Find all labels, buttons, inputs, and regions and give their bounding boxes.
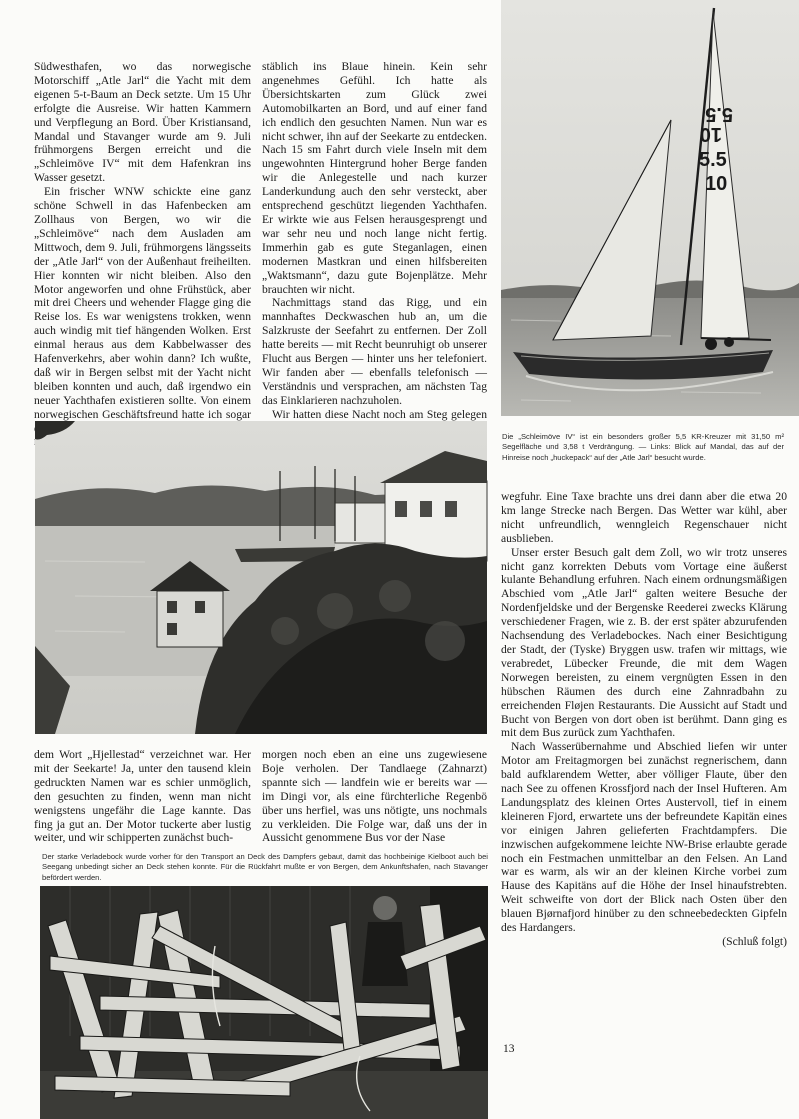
paragraph: Südwesthafen, wo das norwegische Motorschiff „Atle Jarl“ die Yacht mit dem eigenen 5-t-Baum an Deck setzte. Um 15 Uhr erfolgte die Ausreise. Wir hatten Kammern und Verpflegung an Bord. Über Kristiansand, Mandal und Stavanger wurde am 9. Juli frühmorgens Bergen erreicht und die „Schleimöve IV“ mit dem Hafenkran ins Wasser gesetzt. [34,60,251,185]
article-column-3 [501,490,787,1076]
mandal-harbour-photo-image [35,421,487,734]
loading-trestle-photo-image [40,886,488,1119]
caption-text: Die „Schleimöve IV“ ist ein besonders großer 5,5 KR-Kreuzer mit 31,50 m² Segelfläche und 3,58 t Verdrängung. — Links: Blick auf Mandal, das auf der Hinreise noch „huckepack“ auf der „Atle Jarl“ besucht wurde. [502,432,784,462]
sailboat-caption [502,432,784,474]
sail-number-mirrored: 5.5 [705,103,733,125]
loading-trestle-photo [40,886,488,1119]
article-column-1-top [34,60,251,421]
sail-number: 10 [705,173,728,195]
trestle-caption [42,852,488,882]
paragraph: dem Wort „Hjellestad“ verzeichnet war. Her mit der Seekarte! Ja, unter den tausend klein gedruckten Namen war es schier unmöglich, den gesuchten zu finden, wenn man nicht wenigstens ungefähr die Lage kannte. Das fing ja gut an. Der Motor tuckerte aber lustig weiter, und wir schipperten zunächst buch- [34,748,251,845]
paragraph: Unser erster Besuch galt dem Zoll, wo wir trotz unseres nicht ganz korrekten Debuts vom Vortage eine äußerst kulante Behandlung erfuhren. Nach einem ordnungsmäßigen Abschied vom „Atle Jarl“ galten weitere Besuche der Nordenfjeldske und der Bergenske Reederei zwecks Klärung verschiedener Fragen, wie z. B. der erst später abzurufenden Nachsendung des Verladebockes. Nach einer Besichtigung der Stadt, der (Tyske) Bryggen usw. trafen wir mittags, wie verabredet, Lübecker Freunde, die mit dem Wagen Norwegen bereisten, zu einem vergnügten Essen in den hübschen Räumen des durch eine Zahnradbahn zu erreichenden Fløjen Restaurants. Die Aussicht auf Stadt und Bucht von Bergen von dort oben ist berühmt. Dann ging es mit dem Bus zurück zum Yachthafen. [501,545,787,740]
paragraph: Nach Wasserübernahme und Abschied liefen wir unter Motor am Freitagmorgen bei zunächst regnerischem, dann bald aufklarendem Wetter, aber völliger Flaute, über den nach See zu offenen Krossfjord nach der Insel Hufteren. Am Landungsplatz des kleinen Ortes Austervoll, tief in einem kleineren Fjord, erwartete uns der befreundete Kapitän eines vor einigen Jahren gelieferten Frachtdampfers. Die inzwischen aufgekommene leichte NW-Brise erlaubte gerade noch ein Festmachen unmittelbar an den Felsen. An Land war es warm, als wir an der kleinen Kirche vorbei zum Hause des Kapitäns auf die Höhe der Insel hinaufstrebten. Weit schweifte von dort der Blick nach Osten über den blauen Bjørnafjord hinüber zu den schneebedeckten Gipfeln des Hardangers. [501,740,787,935]
sailboat-photo [501,0,799,416]
sail-number-mirrored: 10 [699,123,722,145]
sailboat-photo-image [501,0,799,416]
article-column-2-top [262,60,487,421]
mandal-harbour-photo [35,421,487,734]
continuation-note: (Schluß folgt) [722,935,787,948]
paragraph: Nachmittags stand das Rigg, und ein mannhaftes Deckwaschen hub an, um die Salzkruste der Seefahrt zu entfernen. Der Zoll hatte bereits — mit Recht beunruhigt ob unserer Flucht aus Bergen — hinter uns her telefoniert. Wir fanden aber — ebenfalls telefonisch — Verständnis und versprachen, am nächsten Tag das Einklarieren nachzuholen. [262,296,487,407]
page-number: 13 [503,1043,515,1055]
article-column-2-bottom [262,748,487,846]
paragraph: Wir hatten diese Nacht noch am Steg gelegen [272,407,487,421]
article-column-1-bottom [34,748,251,846]
paragraph: morgen noch eben an eine uns zugewiesene Boje verholen. Der Tandlaege (Zahnarzt) spannte sich — landfein wie er bereits war — im Dingi vor, als eine fürchterliche Regenbö über uns herfiel, was uns nötigte, uns nochmals zu verkleiden. Die Folge war, daß uns der in Aussicht genommene Bus vor der Nase [262,748,487,845]
caption-text: Der starke Verladebock wurde vorher für den Transport an Deck des Dampfers gebaut, damit das hochbeinige Kielboot auch bei Seegang unbedingt sicher an Deck stehen konnte. Für die Rückfahrt mußte er von Bergen, dem Ankunftshafen, nach Stavanger befördert werden. [42,852,488,882]
sail-number: 5.5 [699,149,727,171]
paragraph: Ein frischer WNW schickte eine ganz schöne Schwell in das Hafenbecken am Zollhaus von Bergen, wo wir die „Schleimöve“ nach dem Ausladen am Mittwoch, dem 9. Juli, frühmorgens längsseits der „Atle Jarl“ von der Außenhaut freiheilten. Hier konnten wir nicht bleiben. Also den Motor angeworfen und ohne Frühstück, aber mit drei Cheers und wehender Flagge ging die Reise los. Es war wenigstens trokken, wenn auch windig mit tief hängenden Wolken. Erst einmal heraus aus dem Kabbelwasser des Hafenverkehrs, aber wohin dann? Ich wußte, daß wir in Bergen selbst mit der Yacht nicht bleiben konnten und auch, daß irgendwo ein neuer Yachthafen existieren sollte. Von einem norwegischen Geschäftsfreund hatte ich sogar [34,185,251,421]
paragraph: stäblich ins Blaue hinein. Kein sehr angenehmes Gefühl. Ich hatte als Übersichtskarten zum Glück zwei Automobilkarten an Bord, und auf einer fand ich endlich den gesuchten Namen. Nun war es nicht schwer, ihn auf der Seekarte zu entdecken. Nach 15 sm Fahrt durch viele Inseln mit dem ungewohnten Hintergrund hoher Berge fanden wir die Anlegestelle und nach kurzer Landerkundung auch den sehr versteckt, aber entsprechend geschützt liegenden Yachthafen. Er wirkte wie aus Felsen herausgesprengt und war sehr neu und noch lange nicht fertig. Immerhin gab es gute Steganlagen, einen modernen Mastkran und einen hilfsbereiten „Waktsmann“, dazu gute Bojenplätze. Mehr brauchten wir nicht. [262,60,487,296]
paragraph: wegfuhr. Eine Taxe brachte uns drei dann aber die etwa 20 km lange Strecke nach Bergen. Das Wetter war kühl, aber nicht unfreundlich, wenngleich Regenschauer nicht ausblieben. [501,490,787,545]
